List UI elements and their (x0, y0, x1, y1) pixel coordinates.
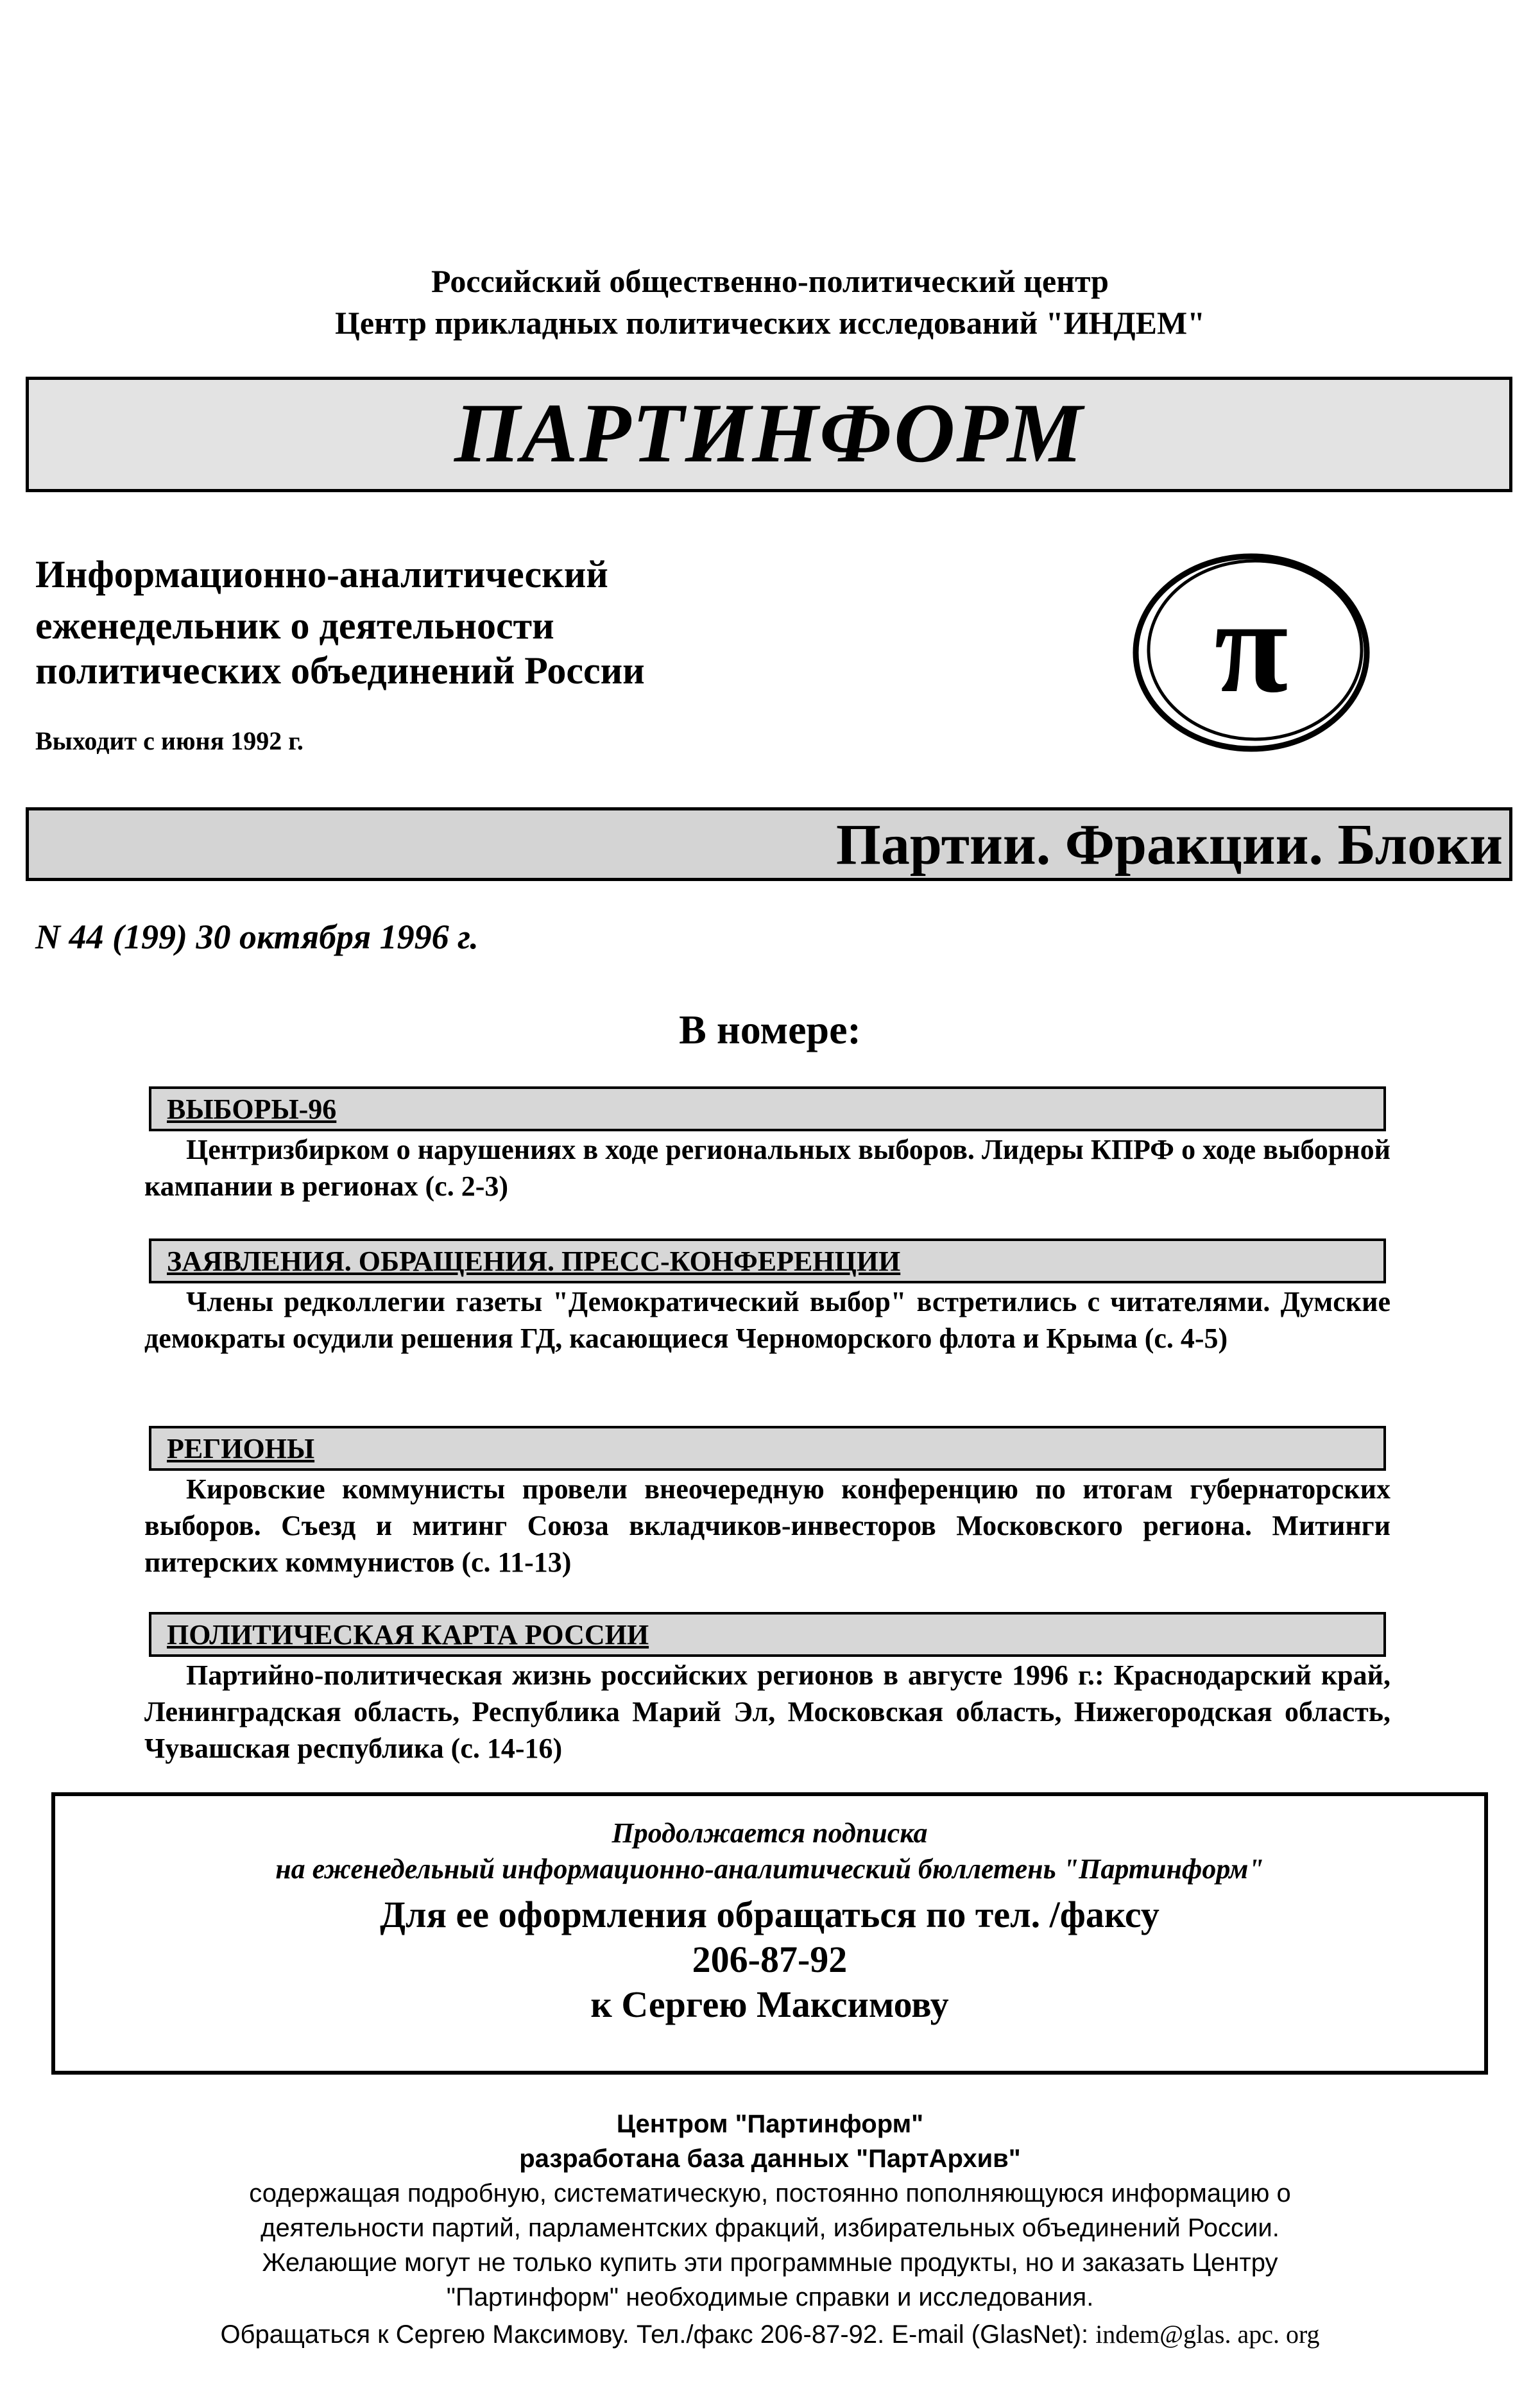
section-heading-label: РЕГИОНЫ (167, 1433, 315, 1464)
masthead-title: ПАРТИНФОРМ (454, 386, 1084, 480)
footer-email[interactable]: indem@glas. apc. org (1095, 2320, 1320, 2349)
footer-line4: деятельности партий, парламентских фракций, избирательных объединений России. (261, 2214, 1279, 2242)
section-heading (149, 1612, 1386, 1657)
footer-contact-text: Обращаться к Сергею Максимову. Тел./факс 206-87-92. E-mail (GlasNet): (220, 2320, 1089, 2349)
section-summary: Партийно-политическая жизнь российских регионов в августе 1996 г.: Краснодарский край, Ленинградская область, Республика Марий Эл, Московская область, Нижегородская область, Чувашская республика (с. 14-16) (144, 1659, 1390, 1764)
footer-line1: Центром "Партинформ" (616, 2110, 924, 2138)
subscription-line2: на еженедельный информационно-аналитический бюллетень "Партинформ" (275, 1853, 1264, 1885)
issue-number: N 44 (199) 30 октября 1996 г. (35, 918, 479, 956)
footer-line3: содержащая подробную, систематическую, постоянно пополняющуюся информацию о (249, 2179, 1291, 2207)
subscription-phone: 206-87-92 (692, 1939, 848, 1980)
section-heading-label: ВЫБОРЫ-96 (167, 1093, 337, 1125)
rubric-title: Партии. Фракции. Блоки (835, 813, 1503, 877)
section-summary: Центризбирком о нарушениях в ходе региональных выборов. Лидеры КПРФ о ходе выборной кампании в регионах (с. 2-3) (144, 1134, 1390, 1202)
description-line3: политических объединений России (35, 649, 645, 692)
footer-line6: "Партинформ" необходимые справки и исследования. (446, 2283, 1094, 2311)
org-name-line1: Российский общественно-политический центр (431, 263, 1109, 299)
section-heading (149, 1426, 1386, 1471)
published-since: Выходит с июня 1992 г. (35, 726, 304, 755)
section-summary: Члены редколлегии газеты "Демократический выбор" встретились с читателями. Думские демократы осудили решения ГД, касающиеся Черноморского флота и Крыма (с. 4-5) (144, 1286, 1390, 1354)
org-name-line2: Центр прикладных политических исследований "ИНДЕМ" (335, 305, 1205, 341)
contents-title: В номере: (679, 1007, 861, 1052)
section-heading (149, 1086, 1386, 1131)
footer-line2: разработана база данных "ПартАрхив" (519, 2145, 1021, 2173)
footer-line5: Желающие могут не только купить эти программные продукты, но и заказать Центру (262, 2249, 1278, 2277)
masthead-banner (26, 377, 1512, 492)
logo-glyph: π (1214, 572, 1288, 721)
section-heading-label: ЗАЯВЛЕНИЯ. ОБРАЩЕНИЯ. ПРЕСС-КОНФЕРЕНЦИИ (167, 1246, 901, 1277)
subscription-line1: Продолжается подписка (612, 1817, 928, 1849)
description-line1: Информационно-аналитический (35, 553, 608, 596)
subscription-contact: Для ее оформления обращаться по тел. /факсу (380, 1894, 1159, 1935)
subscription-box (51, 1792, 1488, 2075)
description-line2: еженедельник о деятельности (35, 604, 554, 647)
subscription-person: к Сергею Максимову (590, 1984, 949, 2025)
section-heading (149, 1238, 1386, 1283)
pi-circle-logo-icon (1123, 542, 1380, 760)
footer-line7 (0, 2317, 1540, 2352)
section-heading-label: ПОЛИТИЧЕСКАЯ КАРТА РОССИИ (167, 1619, 649, 1650)
rubric-bar (26, 807, 1512, 881)
section-summary: Кировские коммунисты провели внеочередную конференцию по итогам губернаторских выборов. Съезд и митинг Союза вкладчиков-инвесторов Московского региона. Митинги питерских коммунистов (с. 11-13) (144, 1473, 1390, 1578)
